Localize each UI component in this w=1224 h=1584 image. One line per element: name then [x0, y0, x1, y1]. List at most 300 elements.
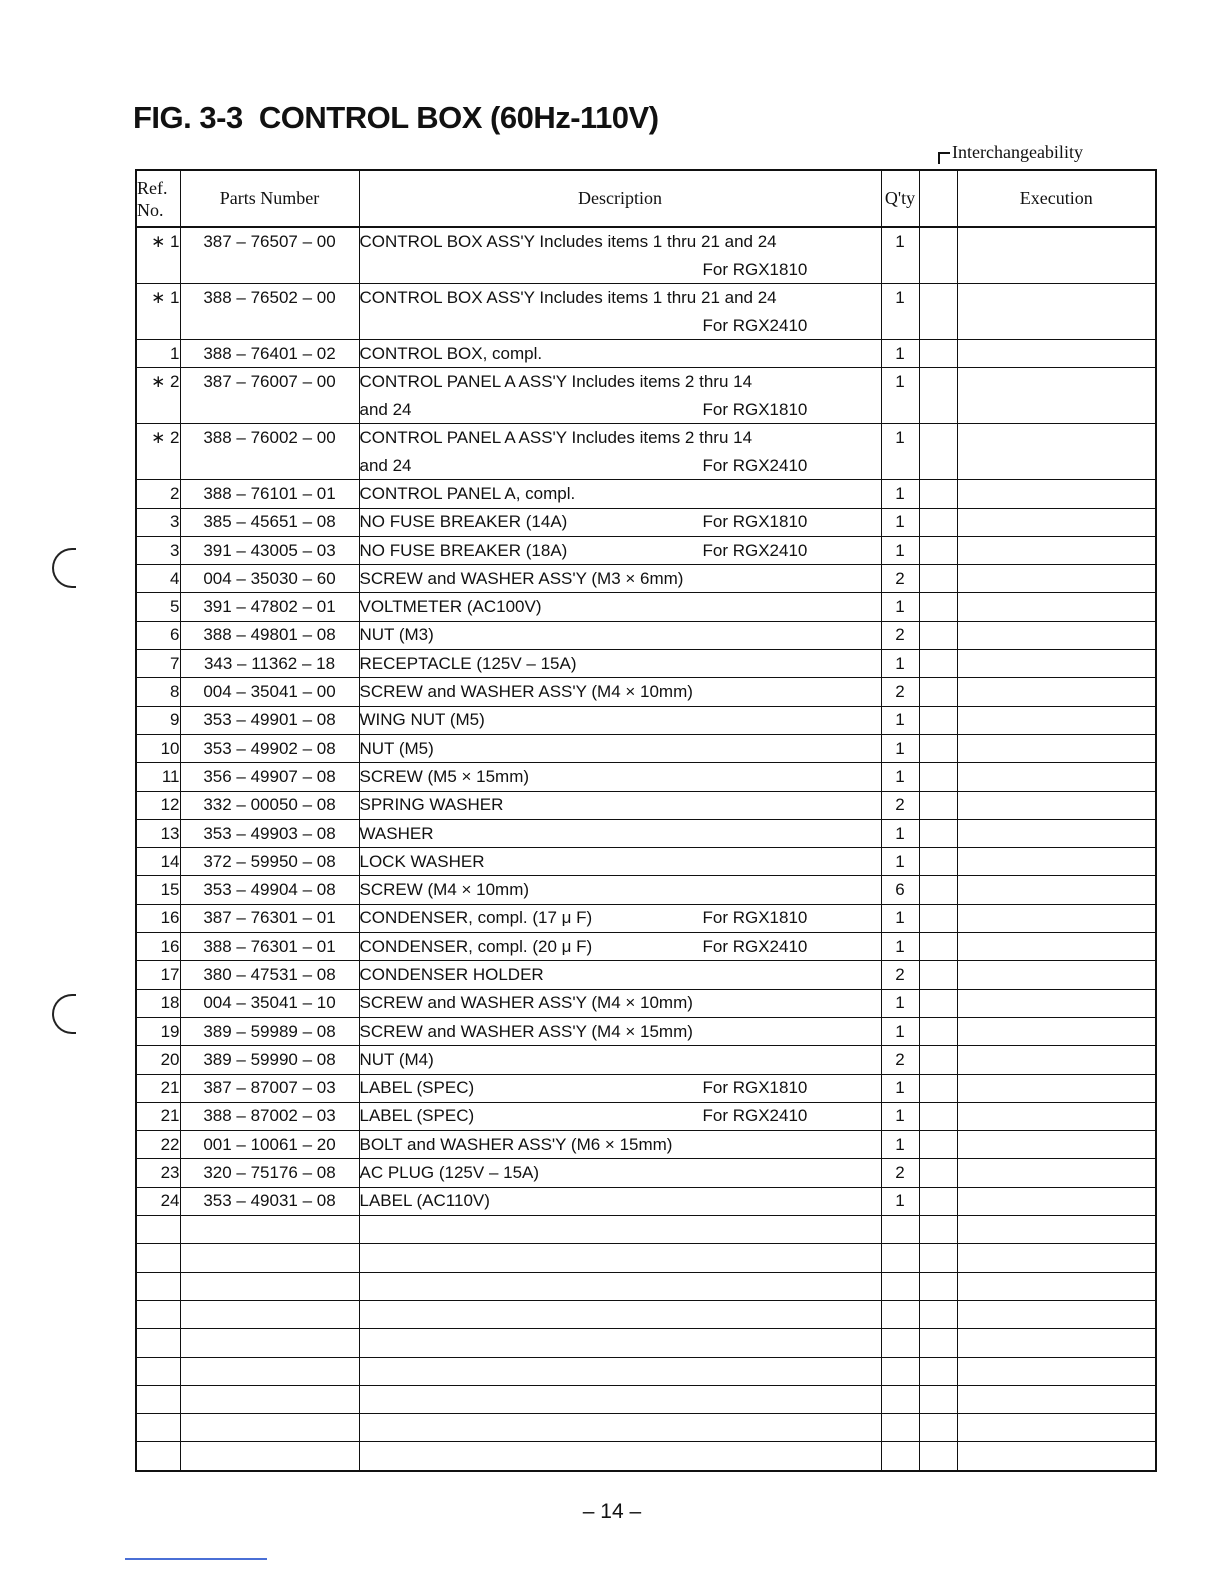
empty-cell — [881, 1244, 919, 1272]
empty-cell — [136, 1414, 180, 1442]
parts-number-cell: 391 – 43005 – 03 — [180, 536, 359, 564]
description-text: RECEPTACLE (125V – 15A) — [359, 653, 577, 673]
empty-cell — [919, 1385, 957, 1413]
description-text: CONDENSER HOLDER — [359, 964, 544, 984]
ref-no-cell: 2 — [136, 480, 180, 508]
parts-number-cell: 004 – 35041 – 00 — [180, 678, 359, 706]
description-text: SPRING WASHER — [359, 795, 504, 815]
description-cell — [359, 340, 881, 368]
empty-table-row — [136, 1300, 1156, 1328]
execution-cell — [957, 876, 1156, 904]
empty-cell — [359, 1329, 881, 1357]
qty-cell: 1 — [881, 1074, 919, 1102]
execution-cell — [957, 340, 1156, 368]
interchangeability-cell — [919, 565, 957, 593]
description-text: LOCK WASHER — [359, 851, 485, 871]
empty-cell — [919, 1216, 957, 1244]
execution-cell — [957, 1131, 1156, 1159]
empty-table-row — [136, 1272, 1156, 1300]
empty-cell — [180, 1272, 359, 1300]
empty-cell — [957, 1442, 1156, 1471]
interchangeability-cell — [919, 368, 957, 424]
description-line-2 — [360, 256, 881, 284]
empty-cell — [919, 1357, 957, 1385]
description-text: SCREW (M5 × 15mm) — [359, 766, 530, 786]
ref-no-cell: 17 — [136, 961, 180, 989]
description-cell — [359, 763, 881, 791]
interchangeability-cell — [919, 424, 957, 480]
interchangeability-cell — [919, 678, 957, 706]
description-text: SCREW and WASHER ASS'Y (M4 × 10mm) — [359, 682, 693, 702]
description-cell — [359, 678, 881, 706]
description-text: BOLT and WASHER ASS'Y (M6 × 15mm) — [359, 1134, 673, 1154]
interchangeability-cell — [919, 1046, 957, 1074]
empty-cell — [919, 1244, 957, 1272]
empty-cell — [136, 1357, 180, 1385]
interchangeability-cell — [919, 1017, 957, 1045]
execution-cell — [957, 933, 1156, 961]
ref-no-cell: 9 — [136, 706, 180, 734]
interchangeability-cell — [919, 1074, 957, 1102]
empty-table-row — [136, 1216, 1156, 1244]
qty-cell: 2 — [881, 678, 919, 706]
description-text: CONDENSER, compl. (17 μ F) — [359, 908, 593, 928]
binder-hole-mark — [52, 994, 76, 1034]
empty-cell — [881, 1385, 919, 1413]
parts-table-body — [136, 227, 1156, 1471]
ref-no-cell: 22 — [136, 1131, 180, 1159]
page-title: FIG. 3-3 CONTROL BOX (60Hz-110V) — [133, 100, 659, 135]
parts-number-cell: 389 – 59990 – 08 — [180, 1046, 359, 1074]
interchangeability-cell — [919, 1131, 957, 1159]
table-row — [136, 876, 1156, 904]
description-cell — [359, 536, 881, 564]
empty-cell — [881, 1272, 919, 1300]
parts-number-cell: 353 – 49904 – 08 — [180, 876, 359, 904]
description-cell — [359, 650, 881, 678]
ref-no-cell: 13 — [136, 819, 180, 847]
execution-cell — [957, 368, 1156, 424]
execution-cell — [957, 961, 1156, 989]
ref-no-cell: 5 — [136, 593, 180, 621]
qty-cell: 1 — [881, 1187, 919, 1215]
execution-cell — [957, 791, 1156, 819]
table-row — [136, 424, 1156, 480]
empty-cell — [919, 1442, 957, 1471]
qty-cell: 1 — [881, 734, 919, 762]
empty-cell — [180, 1385, 359, 1413]
empty-cell — [957, 1244, 1156, 1272]
description-text: SCREW (M4 × 10mm) — [359, 880, 530, 900]
empty-cell — [957, 1216, 1156, 1244]
empty-cell — [136, 1300, 180, 1328]
interchangeability-cell — [919, 1159, 957, 1187]
qty-cell: 1 — [881, 848, 919, 876]
qty-cell: 1 — [881, 650, 919, 678]
parts-number-cell: 388 – 49801 – 08 — [180, 621, 359, 649]
table-row — [136, 1074, 1156, 1102]
model-applicability: For RGX1810 — [702, 908, 808, 928]
interchangeability-cell — [919, 791, 957, 819]
description-cell — [359, 1074, 881, 1102]
model-applicability: For RGX1810 — [702, 399, 808, 419]
description-cell — [359, 508, 881, 536]
description-text: NUT (M3) — [359, 625, 434, 645]
parts-number-cell: 388 – 76502 – 00 — [180, 284, 359, 340]
qty-cell: 2 — [881, 1159, 919, 1187]
interchangeability-cell — [919, 284, 957, 340]
table-row — [136, 904, 1156, 932]
description-cell — [359, 284, 881, 340]
empty-table-row — [136, 1442, 1156, 1471]
parts-number-cell: 387 – 76007 – 00 — [180, 368, 359, 424]
description-text: VOLTMETER (AC100V) — [359, 597, 542, 617]
description-cell — [359, 734, 881, 762]
empty-cell — [180, 1329, 359, 1357]
parts-number-cell: 388 – 87002 – 03 — [180, 1102, 359, 1130]
description-text: WING NUT (M5) — [359, 710, 485, 730]
ref-no-cell: ∗ 1 — [136, 227, 180, 284]
parts-number-cell: 388 – 76101 – 01 — [180, 480, 359, 508]
table-row — [136, 933, 1156, 961]
table-row — [136, 508, 1156, 536]
description-cell — [359, 593, 881, 621]
qty-cell: 1 — [881, 1102, 919, 1130]
empty-cell — [136, 1442, 180, 1471]
description-text: NO FUSE BREAKER (18A) — [359, 540, 568, 560]
parts-number-cell: 001 – 10061 – 20 — [180, 1131, 359, 1159]
model-applicability: For RGX1810 — [702, 512, 808, 532]
ref-no-cell: 10 — [136, 734, 180, 762]
interchangeability-cell — [919, 904, 957, 932]
empty-cell — [359, 1414, 881, 1442]
execution-cell — [957, 284, 1156, 340]
description-cell — [359, 989, 881, 1017]
empty-cell — [136, 1216, 180, 1244]
header-parts-number: Parts Number — [180, 170, 359, 227]
execution-cell — [957, 1187, 1156, 1215]
description-text: LABEL (SPEC) — [359, 1106, 475, 1126]
empty-cell — [136, 1385, 180, 1413]
empty-cell — [881, 1442, 919, 1471]
binder-hole-mark — [52, 548, 76, 588]
parts-number-cell: 004 – 35041 – 10 — [180, 989, 359, 1017]
model-applicability: For RGX2410 — [702, 1106, 808, 1126]
table-row — [136, 848, 1156, 876]
empty-cell — [919, 1329, 957, 1357]
description-text: WASHER — [359, 823, 434, 843]
ref-no-cell: 3 — [136, 536, 180, 564]
empty-cell — [359, 1272, 881, 1300]
empty-table-row — [136, 1244, 1156, 1272]
ref-no-cell: 16 — [136, 933, 180, 961]
model-applicability: For RGX2410 — [702, 936, 808, 956]
description-line-1: CONTROL BOX ASS'Y Includes items 1 thru 21 and 24 — [359, 288, 777, 307]
parts-number-cell: 388 – 76401 – 02 — [180, 340, 359, 368]
empty-cell — [180, 1244, 359, 1272]
empty-cell — [359, 1244, 881, 1272]
table-row — [136, 565, 1156, 593]
parts-number-cell: 332 – 00050 – 08 — [180, 791, 359, 819]
empty-cell — [180, 1414, 359, 1442]
description-line-2 — [360, 396, 881, 424]
interchangeability-cell — [919, 593, 957, 621]
table-row — [136, 819, 1156, 847]
description-cell — [359, 480, 881, 508]
parts-number-cell: 353 – 49903 – 08 — [180, 819, 359, 847]
empty-cell — [881, 1216, 919, 1244]
parts-number-cell: 380 – 47531 – 08 — [180, 961, 359, 989]
description-text: NUT (M5) — [359, 738, 434, 758]
empty-cell — [180, 1442, 359, 1471]
description-continuation: and 24 — [359, 455, 412, 475]
interchangeability-cell — [919, 734, 957, 762]
description-cell — [359, 1131, 881, 1159]
description-cell — [359, 1102, 881, 1130]
empty-cell — [136, 1272, 180, 1300]
empty-cell — [359, 1385, 881, 1413]
empty-cell — [180, 1357, 359, 1385]
model-applicability: For RGX2410 — [702, 455, 808, 475]
ref-no-cell: 7 — [136, 650, 180, 678]
qty-cell: 1 — [881, 1131, 919, 1159]
table-row — [136, 1187, 1156, 1215]
description-cell — [359, 791, 881, 819]
description-cell — [359, 876, 881, 904]
execution-cell — [957, 1102, 1156, 1130]
parts-number-cell: 343 – 11362 – 18 — [180, 650, 359, 678]
parts-number-cell: 353 – 49901 – 08 — [180, 706, 359, 734]
table-row — [136, 1131, 1156, 1159]
empty-cell — [881, 1357, 919, 1385]
empty-cell — [180, 1300, 359, 1328]
parts-number-cell: 388 – 76002 – 00 — [180, 424, 359, 480]
ref-no-cell: 21 — [136, 1102, 180, 1130]
model-applicability: For RGX1810 — [702, 259, 808, 279]
empty-cell — [881, 1329, 919, 1357]
header-qty: Q'ty — [881, 170, 919, 227]
execution-cell — [957, 763, 1156, 791]
table-header-row — [136, 170, 1156, 227]
description-text: SCREW and WASHER ASS'Y (M4 × 10mm) — [359, 993, 693, 1013]
description-text: NO FUSE BREAKER (14A) — [359, 512, 568, 532]
interchangeability-cell — [919, 650, 957, 678]
description-cell — [359, 1159, 881, 1187]
description-text: NUT (M4) — [359, 1049, 434, 1069]
execution-cell — [957, 1046, 1156, 1074]
table-row — [136, 227, 1156, 284]
table-row — [136, 284, 1156, 340]
execution-cell — [957, 848, 1156, 876]
parts-number-cell: 387 – 76507 – 00 — [180, 227, 359, 284]
qty-cell: 1 — [881, 819, 919, 847]
page-number: – 14 – — [582, 1500, 642, 1523]
table-row — [136, 989, 1156, 1017]
description-cell — [359, 904, 881, 932]
table-row — [136, 961, 1156, 989]
execution-cell — [957, 1017, 1156, 1045]
interchangeability-cell — [919, 621, 957, 649]
table-row — [136, 593, 1156, 621]
empty-cell — [359, 1216, 881, 1244]
interchangeability-cell — [919, 933, 957, 961]
interchangeability-text: Interchangeability — [952, 142, 1083, 162]
interchangeability-cell — [919, 227, 957, 284]
interchangeability-cell — [919, 340, 957, 368]
ref-no-cell: 4 — [136, 565, 180, 593]
qty-cell: 1 — [881, 340, 919, 368]
empty-cell — [957, 1272, 1156, 1300]
interchangeability-label — [934, 142, 1083, 163]
execution-cell — [957, 593, 1156, 621]
table-row — [136, 480, 1156, 508]
ref-no-cell: 24 — [136, 1187, 180, 1215]
description-continuation: and 24 — [359, 399, 412, 419]
description-text: CONTROL BOX, compl. — [359, 343, 543, 363]
interchangeability-cell — [919, 1102, 957, 1130]
parts-number-cell: 389 – 59989 – 08 — [180, 1017, 359, 1045]
bracket-marker-icon — [934, 142, 950, 162]
qty-cell: 1 — [881, 593, 919, 621]
qty-cell: 1 — [881, 536, 919, 564]
qty-cell: 1 — [881, 1017, 919, 1045]
qty-cell: 2 — [881, 565, 919, 593]
ref-no-cell: 8 — [136, 678, 180, 706]
parts-number-cell: 320 – 75176 – 08 — [180, 1159, 359, 1187]
ref-no-cell: ∗ 2 — [136, 368, 180, 424]
interchangeability-cell — [919, 508, 957, 536]
header-description: Description — [359, 170, 881, 227]
table-row — [136, 734, 1156, 762]
execution-cell — [957, 536, 1156, 564]
qty-cell: 1 — [881, 480, 919, 508]
parts-number-cell: 353 – 49902 – 08 — [180, 734, 359, 762]
description-cell — [359, 848, 881, 876]
execution-cell — [957, 904, 1156, 932]
execution-cell — [957, 621, 1156, 649]
description-cell — [359, 1187, 881, 1215]
interchangeability-cell — [919, 989, 957, 1017]
table-row — [136, 368, 1156, 424]
empty-cell — [957, 1385, 1156, 1413]
ref-no-cell: 18 — [136, 989, 180, 1017]
empty-cell — [957, 1414, 1156, 1442]
interchangeability-cell — [919, 706, 957, 734]
parts-number-cell: 372 – 59950 – 08 — [180, 848, 359, 876]
qty-cell: 2 — [881, 621, 919, 649]
parts-table — [135, 169, 1157, 1472]
parts-number-cell: 004 – 35030 – 60 — [180, 565, 359, 593]
ref-no-cell: 3 — [136, 508, 180, 536]
execution-cell — [957, 650, 1156, 678]
description-cell — [359, 424, 881, 480]
qty-cell: 1 — [881, 508, 919, 536]
header-interchangeability — [919, 170, 957, 227]
description-line-1: CONTROL BOX ASS'Y Includes items 1 thru 21 and 24 — [359, 232, 777, 251]
table-row — [136, 763, 1156, 791]
description-cell — [359, 706, 881, 734]
description-cell — [359, 819, 881, 847]
description-line-1: CONTROL PANEL A ASS'Y Includes items 2 thru 14 — [359, 372, 753, 392]
empty-table-row — [136, 1357, 1156, 1385]
ref-no-cell: 16 — [136, 904, 180, 932]
table-row — [136, 340, 1156, 368]
ref-no-cell: 6 — [136, 621, 180, 649]
interchangeability-cell — [919, 819, 957, 847]
execution-cell — [957, 1159, 1156, 1187]
execution-cell — [957, 424, 1156, 480]
table-row — [136, 1102, 1156, 1130]
description-text: SCREW and WASHER ASS'Y (M4 × 15mm) — [359, 1021, 693, 1041]
description-text: CONTROL PANEL A, compl. — [359, 483, 576, 503]
qty-cell: 1 — [881, 904, 919, 932]
qty-cell: 1 — [881, 933, 919, 961]
interchangeability-cell — [919, 876, 957, 904]
ref-no-cell: 19 — [136, 1017, 180, 1045]
interchangeability-cell — [919, 1187, 957, 1215]
qty-cell: 6 — [881, 876, 919, 904]
empty-cell — [919, 1272, 957, 1300]
description-cell — [359, 1017, 881, 1045]
empty-cell — [957, 1329, 1156, 1357]
execution-cell — [957, 734, 1156, 762]
ref-no-cell: 11 — [136, 763, 180, 791]
empty-cell — [359, 1357, 881, 1385]
model-applicability: For RGX2410 — [702, 540, 808, 560]
table-row — [136, 650, 1156, 678]
execution-cell — [957, 508, 1156, 536]
empty-cell — [919, 1300, 957, 1328]
qty-cell: 1 — [881, 989, 919, 1017]
empty-cell — [359, 1442, 881, 1471]
interchangeability-cell — [919, 536, 957, 564]
model-applicability: For RGX1810 — [702, 1078, 808, 1098]
empty-cell — [180, 1216, 359, 1244]
qty-cell: 1 — [881, 368, 919, 424]
empty-cell — [881, 1300, 919, 1328]
description-cell — [359, 961, 881, 989]
parts-number-cell: 353 – 49031 – 08 — [180, 1187, 359, 1215]
model-applicability: For RGX2410 — [702, 315, 808, 335]
qty-cell: 1 — [881, 424, 919, 480]
qty-cell: 2 — [881, 961, 919, 989]
header-ref-no: Ref. No. — [136, 170, 180, 227]
description-text: LABEL (SPEC) — [359, 1078, 475, 1098]
description-cell — [359, 1046, 881, 1074]
execution-cell — [957, 678, 1156, 706]
description-cell — [359, 227, 881, 284]
execution-cell — [957, 706, 1156, 734]
description-text: AC PLUG (125V – 15A) — [359, 1163, 540, 1183]
qty-cell: 2 — [881, 1046, 919, 1074]
interchangeability-cell — [919, 961, 957, 989]
description-cell — [359, 368, 881, 424]
table-row — [136, 1017, 1156, 1045]
empty-cell — [359, 1300, 881, 1328]
empty-cell — [919, 1414, 957, 1442]
empty-cell — [957, 1357, 1156, 1385]
qty-cell: 2 — [881, 791, 919, 819]
empty-table-row — [136, 1329, 1156, 1357]
parts-number-cell: 356 – 49907 – 08 — [180, 763, 359, 791]
qty-cell: 1 — [881, 763, 919, 791]
table-row — [136, 1159, 1156, 1187]
table-row — [136, 791, 1156, 819]
ref-no-cell: 15 — [136, 876, 180, 904]
empty-cell — [881, 1414, 919, 1442]
table-row — [136, 621, 1156, 649]
table-row — [136, 678, 1156, 706]
